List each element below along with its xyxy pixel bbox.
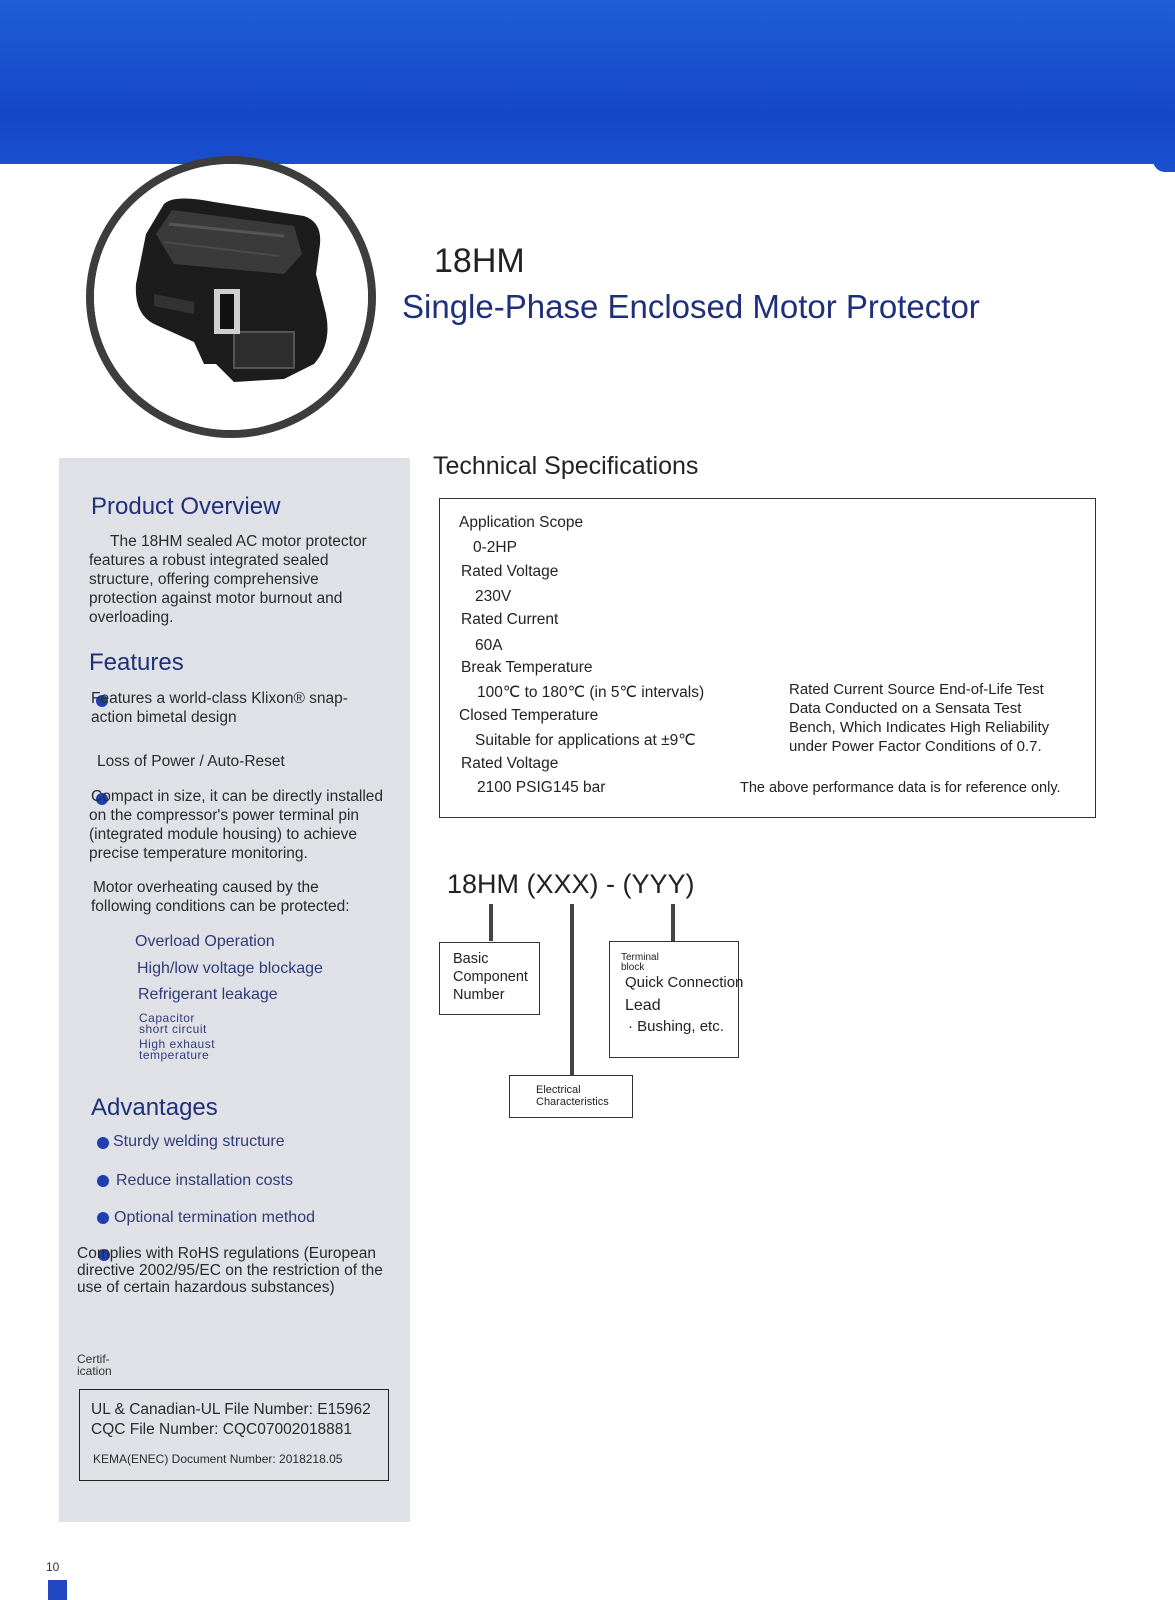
condition-item-small: temperature	[139, 1048, 210, 1062]
spec-value: 2100 PSIG145 bar	[477, 779, 606, 796]
certification-label: Certif-	[77, 1352, 110, 1366]
spec-value: Suitable for applications at ±9℃	[475, 732, 696, 749]
conditions-intro: following conditions can be protected:	[91, 898, 350, 915]
advantage-item: Sturdy welding structure	[113, 1133, 285, 1150]
condition-item-small: short circuit	[139, 1022, 207, 1036]
spec-label: Closed Temperature	[459, 707, 599, 724]
bullet-icon	[97, 1212, 109, 1224]
model-title: 18HM	[434, 242, 525, 280]
terminal-line: Lead	[625, 997, 661, 1014]
condition-item-small: High exhaust	[139, 1037, 216, 1051]
spec-value: 100℃ to 180℃ (in 5℃ intervals)	[477, 684, 705, 701]
feature-line: Compact in size, it can be directly installed	[91, 788, 384, 805]
motor-protector-image	[94, 164, 368, 430]
feature-line: Features a world-class Klixon® snap-	[91, 690, 348, 707]
overview-line: structure, offering comprehensive	[89, 571, 319, 588]
feature-line: precise temperature monitoring.	[89, 845, 308, 862]
spec-disclaimer: The above performance data is for reference only.	[740, 780, 1061, 796]
spec-note-line: Rated Current Source End-of-Life Test	[789, 681, 1044, 698]
terminal-small-line: Terminal	[621, 952, 659, 963]
spec-label: Rated Voltage	[461, 563, 559, 580]
specs-heading: Technical Specifications	[433, 452, 699, 480]
header-banner	[0, 0, 1175, 164]
spec-note-line: Bench, Which Indicates High Reliability	[789, 719, 1050, 736]
spec-value: 230V	[475, 588, 512, 605]
connector-line	[671, 904, 675, 942]
spec-label: Rated Voltage	[461, 755, 559, 772]
features-heading: Features	[89, 649, 184, 676]
certification-label: ication	[77, 1364, 112, 1378]
electrical-line: Electrical	[536, 1084, 581, 1096]
bullet-icon	[97, 1137, 109, 1149]
basic-component-line: Component	[453, 969, 528, 985]
bullet-icon	[97, 1175, 109, 1187]
spec-note-line: under Power Factor Conditions of 0.7.	[789, 738, 1042, 755]
advantage-item: Optional termination method	[114, 1209, 315, 1226]
overview-line: protection against motor burnout and	[89, 590, 343, 607]
part-code-title: 18HM (XXX) - (YYY)	[447, 869, 695, 899]
feature-line: action bimetal design	[91, 709, 237, 726]
page-marker	[48, 1580, 67, 1600]
overview-line: The 18HM sealed AC motor protector	[110, 533, 367, 550]
page-number: 10	[46, 1560, 60, 1574]
conditions-intro: Motor overheating caused by the	[93, 879, 319, 896]
basic-component-line: Basic	[453, 951, 489, 967]
certification-line: UL & Canadian-UL File Number: E15962	[91, 1401, 371, 1418]
rohs-line: Complies with RoHS regulations (European	[77, 1245, 376, 1262]
header-banner-edge	[1153, 160, 1175, 172]
certification-line: CQC File Number: CQC07002018881	[91, 1421, 353, 1438]
product-photo	[86, 156, 376, 438]
feature-line: (integrated module housing) to achieve	[89, 826, 357, 843]
product-name: Single-Phase Enclosed Motor Protector	[402, 288, 980, 325]
condition-item: High/low voltage blockage	[137, 960, 323, 977]
advantages-heading: Advantages	[91, 1094, 218, 1121]
overview-heading: Product Overview	[91, 493, 281, 520]
spec-label: Break Temperature	[461, 659, 593, 676]
spec-label: Rated Current	[461, 611, 559, 628]
condition-item: Overload Operation	[135, 933, 275, 950]
feature-line: Loss of Power / Auto-Reset	[97, 753, 285, 770]
condition-item-small: Capacitor	[139, 1011, 195, 1025]
condition-item: Refrigerant leakage	[138, 986, 278, 1003]
terminal-small-line: block	[621, 962, 645, 973]
spec-value: 0-2HP	[473, 539, 517, 556]
electrical-line: Characteristics	[536, 1096, 609, 1108]
spec-note-line: Data Conducted on a Sensata Test	[789, 700, 1022, 717]
spec-value: 60A	[475, 637, 503, 654]
connector-line	[489, 904, 493, 941]
feature-line: on the compressor's power terminal pin	[89, 807, 360, 824]
terminal-line: · Bushing, etc.	[628, 1018, 724, 1035]
overview-line: features a robust integrated sealed	[89, 552, 329, 569]
certification-line: KEMA(ENEC) Document Number: 2018218.05	[93, 1452, 343, 1466]
overview-line: overloading.	[89, 609, 174, 626]
basic-component-line: Number	[453, 987, 505, 1003]
connector-line	[570, 904, 574, 1076]
advantage-item: Reduce installation costs	[116, 1172, 293, 1189]
terminal-line: Quick Connection	[625, 974, 744, 991]
rohs-line: directive 2002/95/EC on the restriction of the	[77, 1262, 383, 1279]
spec-label: Application Scope	[459, 514, 584, 531]
rohs-line: use of certain hazardous substances)	[77, 1279, 335, 1296]
